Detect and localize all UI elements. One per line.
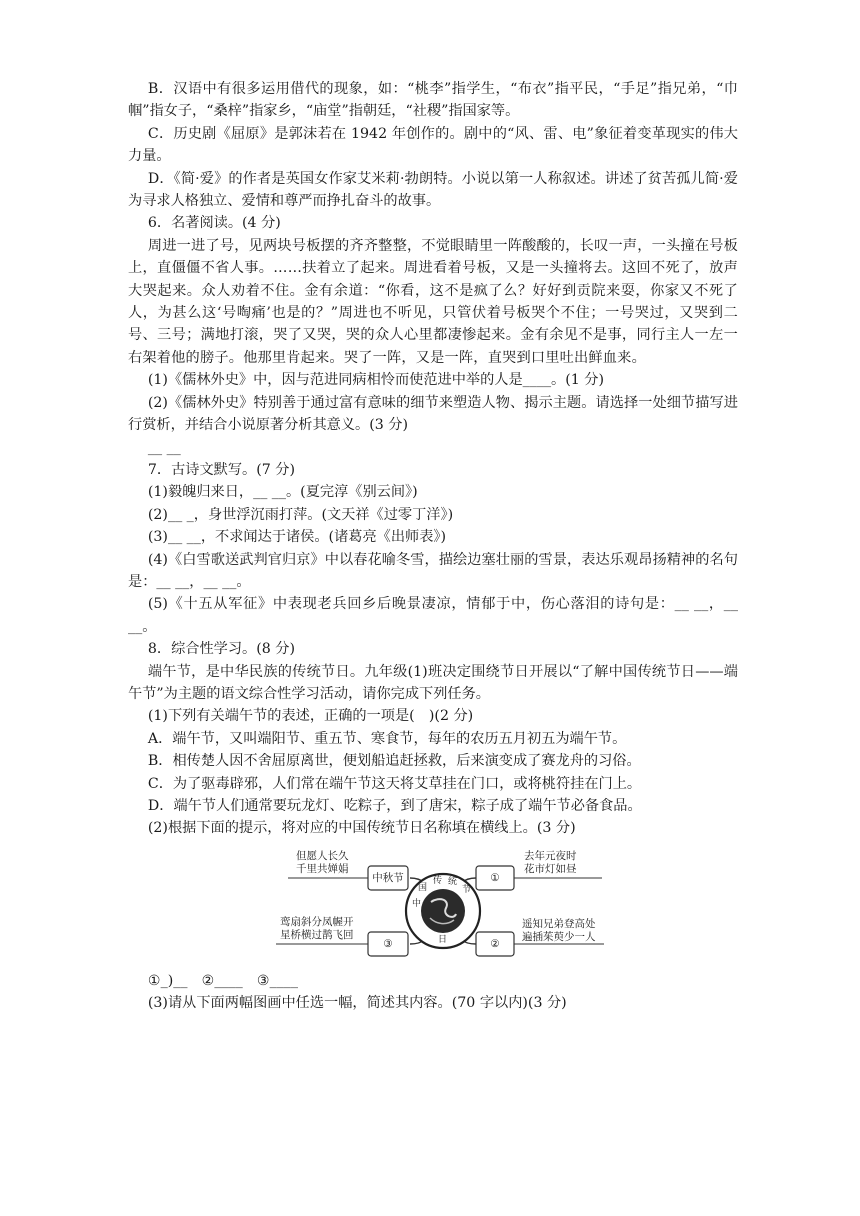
bl-quote-line: 鸾扇斜分凤幄开: [280, 915, 354, 928]
q8-sub3: (3)请从下面两幅图画中任选一幅，简述其内容。(70 字以内)(3 分): [147, 995, 567, 1012]
q7-line-5: (5)《十五从军征》中表现老兵回乡后晚景凄凉，情郁于中，伤心落泪的诗句是：__ __，__ __。: [128, 596, 738, 635]
diagram-lines: [128, 846, 738, 966]
q8-intro: 端午节，是中华民族的传统节日。九年级(1)班决定围绕节日开展以“了解中国传统节日——端午节”为主题的语文综合性学习活动，请你完成下列任务。: [128, 663, 738, 702]
tl-quote: [296, 850, 349, 876]
q6-answer-line: __ __: [147, 439, 181, 456]
bl-quote-line: 星桥横过鹊飞回: [280, 928, 354, 941]
hub-char: 节: [462, 884, 472, 895]
tl-box-label: 中秋节: [372, 871, 404, 884]
tr-quote: [524, 850, 577, 876]
hub-char: 中: [412, 898, 422, 909]
hub-char: 国: [418, 882, 428, 893]
q6-title: 6．名著阅读。(4 分): [147, 215, 281, 232]
tl-quote-line: 千里共婵娟: [296, 862, 349, 875]
q6-sub2: (2)《儒林外史》特别善于通过富有意味的细节来塑造人物、揭示主题。请选择一处细节描写进行赏析，并结合小说原著分析其意义。(3 分): [128, 394, 738, 434]
q7-line-4: (4)《白雪歌送武判官归京》中以春花喻冬雪，描绘边塞壮丽的雪景，表达乐观昂扬精神的名句是：__ __，__ __。: [128, 551, 738, 590]
q8-option-c: C．为了驱毒辟邪，人们常在端午节这天将艾草挂在门口，或将桃符挂在门上。: [147, 775, 642, 792]
br-box-label: ②: [490, 937, 500, 950]
q7-line-2: (2)__ _，身世浮沉雨打萍。(文天祥《过零丁洋》): [147, 506, 454, 523]
br-quote: [522, 918, 596, 944]
q8-option-d: D．端午节人们通常要玩龙灯、吃粽子，到了唐宋，粽子成了端午节必备食品。: [147, 798, 642, 814]
hub-char: 日: [438, 934, 448, 945]
q6-sub1: (1)《儒林外史》中，因与范进同病相怜而使范进中举的人是____。(1 分): [147, 372, 605, 389]
q7-line-1: (1)毅魄归来日，__ __。(夏完淳《别云间》): [147, 484, 418, 501]
q8-option-b: B．相传楚人因不舍屈原离世，便划船追赶拯救，后来演变成了赛龙舟的习俗。: [147, 753, 641, 770]
tr-quote-line: 花市灯如昼: [524, 862, 577, 875]
tr-box-label: ①: [490, 871, 500, 884]
tr-quote-line: 去年元夜时: [524, 849, 577, 862]
q6-passage: 周进一进了号，见两块号板摆的齐齐整整，不觉眼睛里一阵酸酸的，长叹一声，一头撞在号板上，直僵僵不省人事。……扶着立了起来。周进看着号板，又是一头撞将去。这回不死了，放声大哭起来。众人劝着不住。金有余道：“你看，这不是疯了么？好好到贡院来耍，你家又不死了人，为甚么这‘号啕痛’也是的？”周进也不听见，只管伏着号板哭个不住；一号哭过，又哭到二号、三号；满地打滚，哭了又哭，哭的众人心里都凄惨起来。金有余见不是事，同行主人一左一右架着他的膀子。他那里肯起来。哭了一阵，又是一阵，直哭到口里吐出鲜血来。: [128, 237, 738, 366]
festival-diagram: [128, 846, 738, 966]
br-quote-line: 遍插茱萸少一人: [522, 930, 596, 943]
bl-box-label: ③: [383, 937, 393, 950]
bl-quote: [280, 916, 354, 942]
br-quote-line: 遥知兄弟登高处: [522, 917, 596, 930]
hub-char: 统: [448, 876, 458, 887]
q5-option-d: D．《简·爱》的作者是英国女作家艾米莉·勃朗特。小说以第一人称叙述。讲述了贫苦孤儿简·爱为寻求人格独立、爱情和尊严而挣扎奋斗的故事。: [128, 170, 738, 210]
q7-title: 7．古诗文默写。(7 分): [147, 461, 296, 478]
q8-sub1: (1)下列有关端午节的表述，正确的一项是( )(2 分): [147, 708, 474, 725]
tl-quote-line: 但愿人长久: [296, 849, 349, 862]
worksheet-page: [128, 78, 738, 1015]
q8-option-a: A．端午节，又叫端阳节、重五节、寒食节，每年的农历五月初五为端午节。: [147, 730, 627, 747]
hub-char: 传: [433, 875, 443, 886]
q5-option-b: B．汉语中有很多运用借代的现象，如：“桃李”指学生，“布衣”指平民，“手足”指兄弟，“巾帼”指女子，“桑梓”指家乡，“庙堂”指朝廷，“社稷”指国家等。: [128, 81, 738, 120]
q5-option-c: C．历史剧《屈原》是郭沫若在 1942 年创作的。剧中的“风、雷、电”象征着变革现实的伟大力量。: [128, 125, 738, 165]
q8-sub2: (2)根据下面的提示，将对应的中国传统节日名称填在横线上。(3 分): [147, 820, 576, 837]
q8-answers: ①_)__ ②____ ③____: [147, 972, 298, 989]
q7-line-3: (3)__ __，不求闻达于诸侯。(诸葛亮《出师表》): [147, 529, 447, 546]
q8-title: 8．综合性学习。(8 分): [147, 641, 296, 658]
